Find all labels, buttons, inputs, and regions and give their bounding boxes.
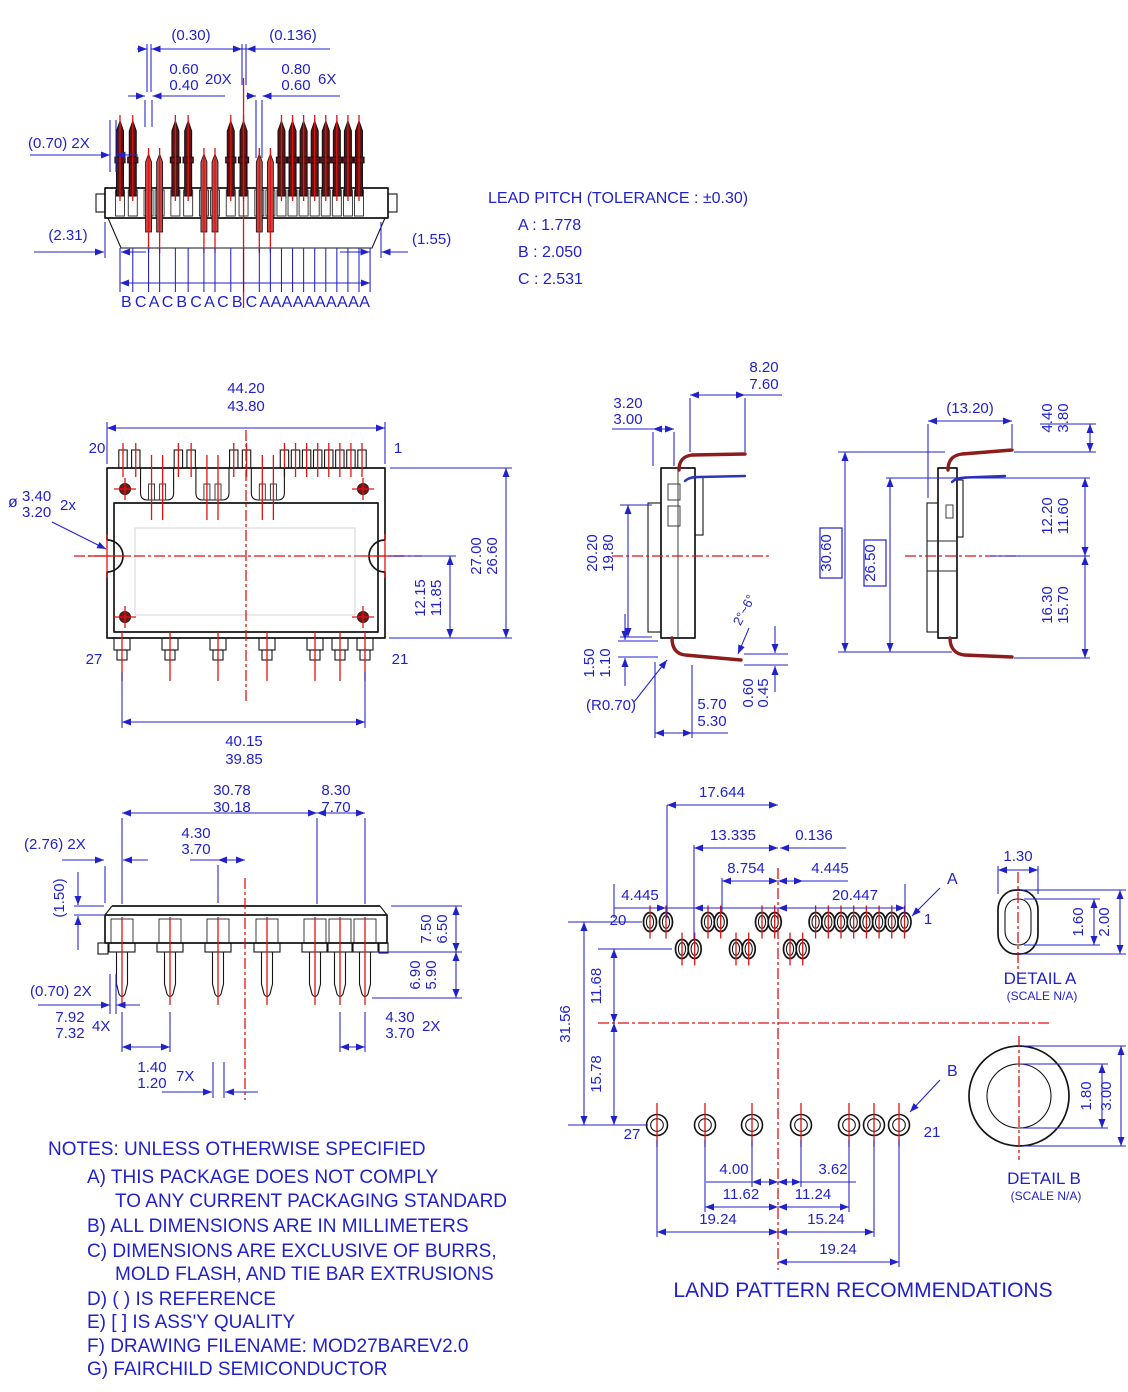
- svg-text:7.70: 7.70: [321, 799, 351, 816]
- svg-text:2x: 2x: [60, 497, 76, 514]
- detail-b: [969, 1036, 1126, 1203]
- svg-text:E) [ ] IS ASS'Y QUALITY: E) [ ] IS ASS'Y QUALITY: [87, 1312, 296, 1333]
- side-view-left: [581, 359, 788, 738]
- svg-text:0.60: 0.60: [281, 77, 311, 94]
- svg-text:1.10: 1.10: [597, 648, 614, 678]
- svg-text:C) DIMENSIONS ARE EXCLUSIVE OF: C) DIMENSIONS ARE EXCLUSIVE OF BURRS,: [87, 1241, 497, 1262]
- svg-text:17.644: 17.644: [699, 784, 745, 801]
- land-pads: [644, 906, 912, 1148]
- pitch-letter: A: [359, 294, 370, 311]
- dim-foot-thickness: [740, 626, 788, 708]
- pin-20-label: 20: [88, 440, 106, 457]
- dim-body-height: [584, 505, 652, 637]
- svg-text:(0.70) 2X: (0.70) 2X: [30, 983, 92, 1000]
- svg-text:TO ANY CURRENT PACKAGING STAND: TO ANY CURRENT PACKAGING STANDARD: [115, 1191, 508, 1212]
- dim-lead-length: [690, 359, 782, 452]
- notes-title: NOTES: UNLESS OTHERWISE SPECIFIED: [48, 1139, 426, 1160]
- svg-text:1.30: 1.30: [1003, 848, 1033, 865]
- svg-text:19.24: 19.24: [699, 1211, 737, 1228]
- pitch-letter: C: [161, 294, 174, 311]
- pin-21-label: 21: [391, 651, 409, 668]
- svg-text:4X: 4X: [92, 1018, 111, 1035]
- dim-body-width: [612, 395, 674, 466]
- detail-a-ref: A: [947, 871, 958, 888]
- svg-text:B : 2.050: B : 2.050: [518, 244, 583, 261]
- dim-lead-pitch: [55, 1009, 170, 1052]
- dim-bottom-width: [122, 672, 365, 768]
- svg-text:20.447: 20.447: [832, 887, 878, 904]
- svg-text:39.85: 39.85: [225, 751, 263, 768]
- pitch-letter: C: [245, 294, 258, 311]
- svg-text:3.80: 3.80: [1055, 403, 1072, 433]
- svg-text:1.20: 1.20: [137, 1075, 167, 1092]
- svg-text:(2.31): (2.31): [48, 227, 88, 244]
- svg-text:20X: 20X: [205, 71, 232, 88]
- dim-lower-span: [1014, 556, 1090, 658]
- stack-pins: [115, 78, 370, 308]
- svg-text:1.40: 1.40: [137, 1059, 167, 1076]
- svg-text:0.60: 0.60: [169, 61, 199, 78]
- pitch-letter: A: [148, 294, 160, 311]
- lp-pin-21: 21: [923, 1124, 941, 1141]
- svg-text:11.68: 11.68: [588, 967, 605, 1005]
- detail-b-title: DETAIL B: [1007, 1169, 1081, 1188]
- pitch-letter-row: [121, 294, 370, 311]
- svg-text:3.20: 3.20: [613, 395, 643, 412]
- svg-text:2.00: 2.00: [1096, 907, 1113, 937]
- pitch-letter: B: [231, 294, 243, 311]
- pitch-letter: B: [121, 294, 132, 311]
- svg-text:12.20: 12.20: [1039, 497, 1056, 535]
- svg-text:11.85: 11.85: [428, 579, 445, 617]
- side2-body: [938, 468, 957, 638]
- pitch-letter: A: [281, 294, 293, 311]
- top-lead-blue: [952, 476, 1005, 482]
- detail-b-scale: (SCALE N/A): [1010, 1189, 1082, 1203]
- svg-text:16.30: 16.30: [1039, 586, 1056, 624]
- bottom-lead: [672, 638, 741, 660]
- dim-end-lead-front: [30, 974, 140, 1014]
- dim-upper-span: [990, 478, 1090, 556]
- svg-text:1.80: 1.80: [1078, 1081, 1095, 1111]
- front-view-leads: [109, 917, 378, 1005]
- pitch-letter: A: [325, 294, 337, 311]
- svg-text:(1.50): (1.50): [51, 878, 68, 918]
- svg-text:3.20: 3.20: [22, 504, 52, 521]
- svg-text:11.24: 11.24: [794, 1186, 832, 1203]
- svg-text:2°~6°: 2°~6°: [729, 592, 759, 628]
- pin-27-label: 27: [85, 651, 103, 668]
- svg-text:3.00: 3.00: [1098, 1081, 1115, 1111]
- dim-lead-height: [372, 952, 462, 998]
- detail-b-ref: B: [947, 1063, 958, 1080]
- pitch-letter: B: [176, 294, 188, 311]
- svg-text:13.335: 13.335: [710, 827, 756, 844]
- dim-hole-to-edge: [390, 556, 456, 638]
- svg-text:(0.30): (0.30): [171, 27, 211, 44]
- svg-text:20.20: 20.20: [584, 534, 601, 572]
- lp-pin-27: 27: [623, 1126, 641, 1143]
- svg-text:3.70: 3.70: [385, 1025, 415, 1042]
- dim-top-strip: [51, 872, 104, 950]
- svg-text:3.70: 3.70: [181, 841, 211, 858]
- dim-standoff: [581, 614, 658, 686]
- dim-lead-rise: [1014, 403, 1096, 452]
- lp-pin-20: 20: [609, 912, 627, 929]
- svg-text:5.70: 5.70: [697, 696, 727, 713]
- svg-text:43.80: 43.80: [227, 398, 265, 415]
- svg-text:0.80: 0.80: [281, 61, 311, 78]
- side-view-right: [818, 400, 1096, 658]
- svg-text:44.20: 44.20: [227, 380, 265, 397]
- pitch-letter: C: [190, 294, 202, 311]
- svg-text:G) FAIRCHILD SEMICONDUCTOR: G) FAIRCHILD SEMICONDUCTOR: [87, 1359, 388, 1380]
- svg-text:4.00: 4.00: [719, 1161, 749, 1178]
- label-area: [135, 528, 355, 615]
- svg-text:0.136: 0.136: [795, 827, 833, 844]
- svg-text:0.40: 0.40: [169, 77, 199, 94]
- dim-foot-length: [655, 662, 728, 738]
- svg-text:6.50: 6.50: [434, 914, 451, 944]
- svg-text:C : 2.531: C : 2.531: [518, 271, 583, 288]
- svg-text:ø: ø: [8, 494, 18, 511]
- stack-view: [28, 27, 451, 311]
- land-pattern-title: LAND PATTERN RECOMMENDATIONS: [673, 1279, 1053, 1302]
- detail-a-scale: (SCALE N/A): [1006, 989, 1078, 1003]
- dim-body-margins: [34, 222, 451, 258]
- svg-text:19.80: 19.80: [600, 534, 617, 572]
- svg-text:(0.136): (0.136): [269, 27, 317, 44]
- svg-text:19.24: 19.24: [819, 1241, 857, 1258]
- svg-text:(13.20): (13.20): [946, 400, 994, 417]
- bottom-lead: [950, 638, 1012, 657]
- dim-lead-ref: [928, 400, 1012, 498]
- svg-text:27.00: 27.00: [468, 537, 485, 575]
- svg-text:1.60: 1.60: [1070, 907, 1087, 937]
- dim-right-pitch: [340, 1009, 440, 1052]
- dim-center-lead: [181, 825, 245, 903]
- svg-text:31.56: 31.56: [557, 1005, 574, 1043]
- svg-text:11.62: 11.62: [722, 1186, 760, 1203]
- pitch-letter: A: [337, 294, 348, 311]
- pitch-letter: A: [314, 294, 326, 311]
- dim-lead-span: [122, 782, 365, 904]
- dim-total-height: [818, 452, 952, 652]
- svg-text:8.754: 8.754: [727, 860, 765, 877]
- lp-pin-1: 1: [923, 911, 933, 928]
- svg-text:40.15: 40.15: [225, 733, 263, 750]
- pitch-letter: A: [292, 294, 304, 311]
- top-view-pins: [114, 443, 373, 681]
- svg-text:1.50: 1.50: [581, 648, 598, 678]
- svg-text:15.24: 15.24: [807, 1211, 845, 1228]
- svg-text:12.15: 12.15: [412, 579, 429, 617]
- svg-text:(0.70) 2X: (0.70) 2X: [28, 135, 90, 152]
- dim-pin-width-20x: [128, 61, 232, 127]
- top-lead: [948, 450, 1012, 470]
- svg-text:8.30: 8.30: [321, 782, 351, 799]
- pitch-letter: A: [270, 294, 282, 311]
- dim-foot-angle: [730, 592, 758, 654]
- dim-lead-width: [137, 1059, 258, 1098]
- svg-text:A : 1.778: A : 1.778: [518, 217, 582, 234]
- svg-text:D) ( ) IS REFERENCE: D) ( ) IS REFERENCE: [87, 1289, 276, 1310]
- svg-text:30.78: 30.78: [213, 782, 251, 799]
- svg-text:3.00: 3.00: [613, 411, 643, 428]
- svg-text:(R0.70): (R0.70): [586, 697, 637, 714]
- svg-text:3.40: 3.40: [22, 488, 52, 505]
- svg-text:4.40: 4.40: [1039, 403, 1056, 433]
- svg-text:26.50: 26.50: [862, 544, 879, 582]
- svg-text:4.30: 4.30: [385, 1009, 415, 1026]
- lead-pitch-note: [488, 190, 748, 288]
- detail-a-title: DETAIL A: [1003, 969, 1077, 988]
- svg-text:30.60: 30.60: [818, 534, 835, 572]
- top-lead-blue: [685, 476, 745, 481]
- svg-text:7.60: 7.60: [749, 376, 779, 393]
- svg-text:5.90: 5.90: [423, 960, 440, 990]
- svg-text:7.92: 7.92: [55, 1009, 85, 1026]
- svg-text:LEAD PITCH (TOLERANCE : ±0.30): LEAD PITCH (TOLERANCE : ±0.30): [488, 190, 749, 207]
- svg-text:15.70: 15.70: [1055, 586, 1072, 624]
- svg-text:8.20: 8.20: [749, 359, 779, 376]
- pitch-letter: C: [134, 294, 147, 311]
- pitch-letter: A: [259, 294, 271, 311]
- svg-text:2X: 2X: [422, 1018, 441, 1035]
- detail-a: [998, 848, 1126, 1003]
- svg-text:15.78: 15.78: [588, 1055, 605, 1093]
- svg-text:7.32: 7.32: [55, 1025, 85, 1042]
- svg-text:MOLD FLASH, AND TIE BAR EXTRUS: MOLD FLASH, AND TIE BAR EXTRUSIONS: [115, 1264, 494, 1285]
- land-pattern: [557, 784, 1053, 1302]
- svg-text:0.60: 0.60: [740, 678, 757, 708]
- svg-text:4.30: 4.30: [181, 825, 211, 842]
- svg-text:30.18: 30.18: [213, 799, 251, 816]
- svg-text:B) ALL DIMENSIONS ARE IN MILLI: B) ALL DIMENSIONS ARE IN MILLIMETERS: [87, 1216, 469, 1237]
- svg-text:11.60: 11.60: [1055, 497, 1072, 535]
- pitch-letter: A: [348, 294, 359, 311]
- pin-1-label: 1: [393, 440, 403, 457]
- svg-text:(2.76) 2X: (2.76) 2X: [24, 836, 86, 853]
- notes-block: [48, 1139, 507, 1380]
- svg-text:4.445: 4.445: [621, 887, 659, 904]
- svg-text:F) DRAWING FILENAME: MOD27BARE: F) DRAWING FILENAME: MOD27BAREV2.0: [87, 1336, 469, 1357]
- svg-text:A) THIS PACKAGE DOES NOT COMPL: A) THIS PACKAGE DOES NOT COMPLY: [87, 1167, 439, 1188]
- svg-text:6.90: 6.90: [407, 960, 424, 990]
- front-view: [24, 782, 462, 1100]
- dim-edge-to-lead: [24, 836, 148, 903]
- pitch-letter: A: [303, 294, 315, 311]
- pitch-letter: A: [204, 294, 215, 311]
- svg-text:7X: 7X: [176, 1068, 195, 1085]
- svg-text:5.30: 5.30: [697, 713, 727, 730]
- svg-text:26.60: 26.60: [484, 537, 501, 575]
- svg-text:4.445: 4.445: [811, 860, 849, 877]
- top-view: [8, 380, 512, 768]
- svg-text:(1.55): (1.55): [412, 231, 452, 248]
- hole-callout: [8, 488, 106, 549]
- svg-text:0.45: 0.45: [755, 678, 772, 708]
- pitch-letter: C: [217, 294, 229, 311]
- svg-text:6X: 6X: [318, 71, 337, 88]
- svg-text:7.50: 7.50: [418, 914, 435, 944]
- svg-text:3.62: 3.62: [818, 1161, 848, 1178]
